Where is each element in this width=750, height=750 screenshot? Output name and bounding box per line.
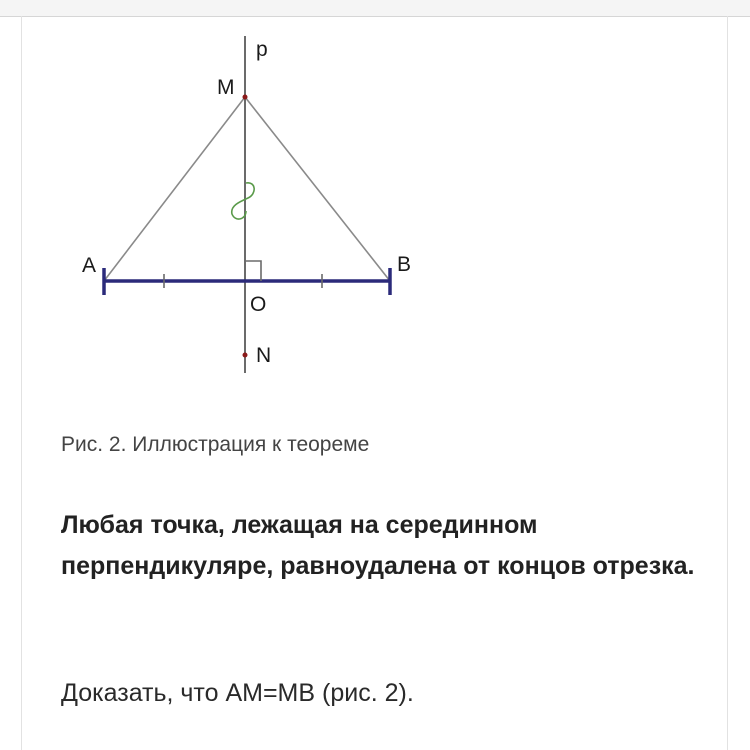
top-bar (0, 0, 750, 17)
label-b: B (397, 253, 412, 276)
figure-svg (60, 28, 460, 388)
label-o: O (250, 293, 267, 316)
point-n (243, 353, 248, 358)
task-statement: Доказать, что AM=MB (рис. 2). (61, 679, 414, 707)
theorem-figure (60, 28, 460, 388)
content-border-right (727, 16, 728, 750)
content-border-left (21, 16, 22, 750)
figure-caption: Рис. 2. Иллюстрация к теореме (61, 433, 370, 456)
theorem-statement: Любая точка, лежащая на серединном перпендикуляре, равноудалена от концов отрезка. (61, 511, 695, 580)
label-n: N (256, 344, 272, 367)
label-a: A (82, 254, 97, 277)
label-p: p (256, 38, 268, 61)
side-am (104, 97, 245, 281)
side-mb (245, 97, 390, 281)
point-m (243, 95, 248, 100)
squiggle-mark (232, 183, 254, 219)
right-angle-mark (245, 261, 261, 281)
label-m: M (217, 76, 235, 99)
